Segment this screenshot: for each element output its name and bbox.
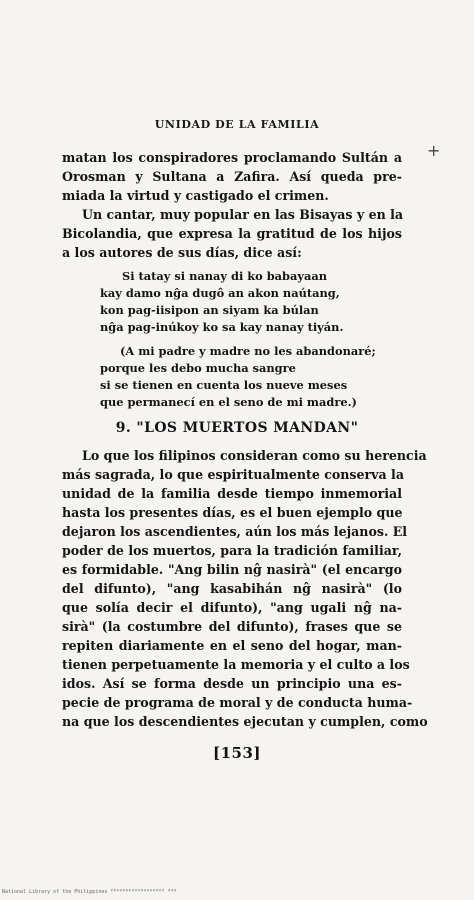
- paragraph-3-line: idos. Así se forma desde un principio una es-: [62, 676, 402, 691]
- poem-line: Si tatay si nanay di ko babayaan: [122, 269, 328, 283]
- poem-line: kon pag-iisipon an siyam ka búlan: [100, 303, 319, 317]
- paragraph-2-line: Bicolandia, que expresa la gratitud de los hijos: [62, 226, 402, 241]
- paragraph-3-line: repiten diariamente en el seno del hogar, man-: [62, 638, 402, 653]
- page-number: [153]: [212, 744, 261, 762]
- poem-line: kay damo nĝa dugô an akon naútang,: [100, 286, 340, 300]
- footer-credit: National Library of the Philippines ****************** ***: [2, 889, 177, 895]
- margin-pencil-mark: +: [427, 141, 441, 160]
- paragraph-3-line: es formidable. "Ang bilin nĝ nasirà" (el encargo: [62, 562, 402, 577]
- paragraph-3-line: Lo que los filipinos consideran como su herencia: [82, 448, 427, 463]
- paragraph-3-line: más sagrada, lo que espiritualmente conserva la: [62, 467, 404, 482]
- section-heading: 9. "LOS MUERTOS MANDAN": [115, 420, 359, 436]
- paragraph-3-line: na que los descendientes ejecutan y cumplen, como: [62, 714, 428, 729]
- text-block-lower: [62, 446, 428, 731]
- paragraph-3-line: que solía decir el difunto), "ang ugali nĝ na-: [62, 600, 402, 615]
- paragraph-2-line: a los autores de sus días, dice así:: [62, 245, 302, 260]
- paragraph-1-line: Orosman y Sultana a Zafira. Así queda pre-: [62, 169, 402, 184]
- paragraph-3-line: poder de los muertos, para la tradición familiar,: [62, 543, 402, 558]
- paragraph-1-line: matan los conspiradores proclamando Sultán a: [62, 150, 402, 165]
- paragraph-2-line: Un cantar, muy popular en las Bisayas y en la: [82, 207, 404, 222]
- text-block-upper: [62, 148, 402, 262]
- poem-line: nĝa pag-inúkoy ko sa kay nanay tiyán.: [100, 320, 344, 334]
- running-head: UNIDAD DE LA FAMILIA: [154, 118, 320, 131]
- paragraph-3-line: tienen perpetuamente la memoria y el culto a los: [62, 657, 410, 672]
- poem-translation: [100, 343, 376, 411]
- poem-verse: [100, 268, 343, 336]
- paragraph-3-line: del difunto), "ang kasabihán nĝ nasirà" (lo: [62, 581, 402, 596]
- paragraph-3-line: sirà" (la costumbre del difunto), frases que se: [62, 619, 402, 634]
- translation-line: que permanecí en el seno de mi madre.): [100, 395, 357, 409]
- paragraph-3-line: hasta los presentes días, es el buen ejemplo que: [62, 505, 403, 520]
- paragraph-3-line: unidad de la familia desde tiempo inmemorial: [62, 486, 402, 501]
- translation-line: porque les debo mucha sangre: [100, 361, 296, 375]
- paragraph-3-line: dejaron los ascendientes, aún los más lejanos. El: [62, 524, 408, 539]
- paragraph-1-line: miada la virtud y castigado el crimen.: [62, 188, 329, 203]
- paragraph-3-line: pecie de programa de moral y de conducta huma-: [62, 695, 413, 710]
- translation-line: (A mi padre y madre no les abandonaré;: [120, 344, 376, 358]
- translation-line: si se tienen en cuenta los nueve meses: [100, 378, 348, 392]
